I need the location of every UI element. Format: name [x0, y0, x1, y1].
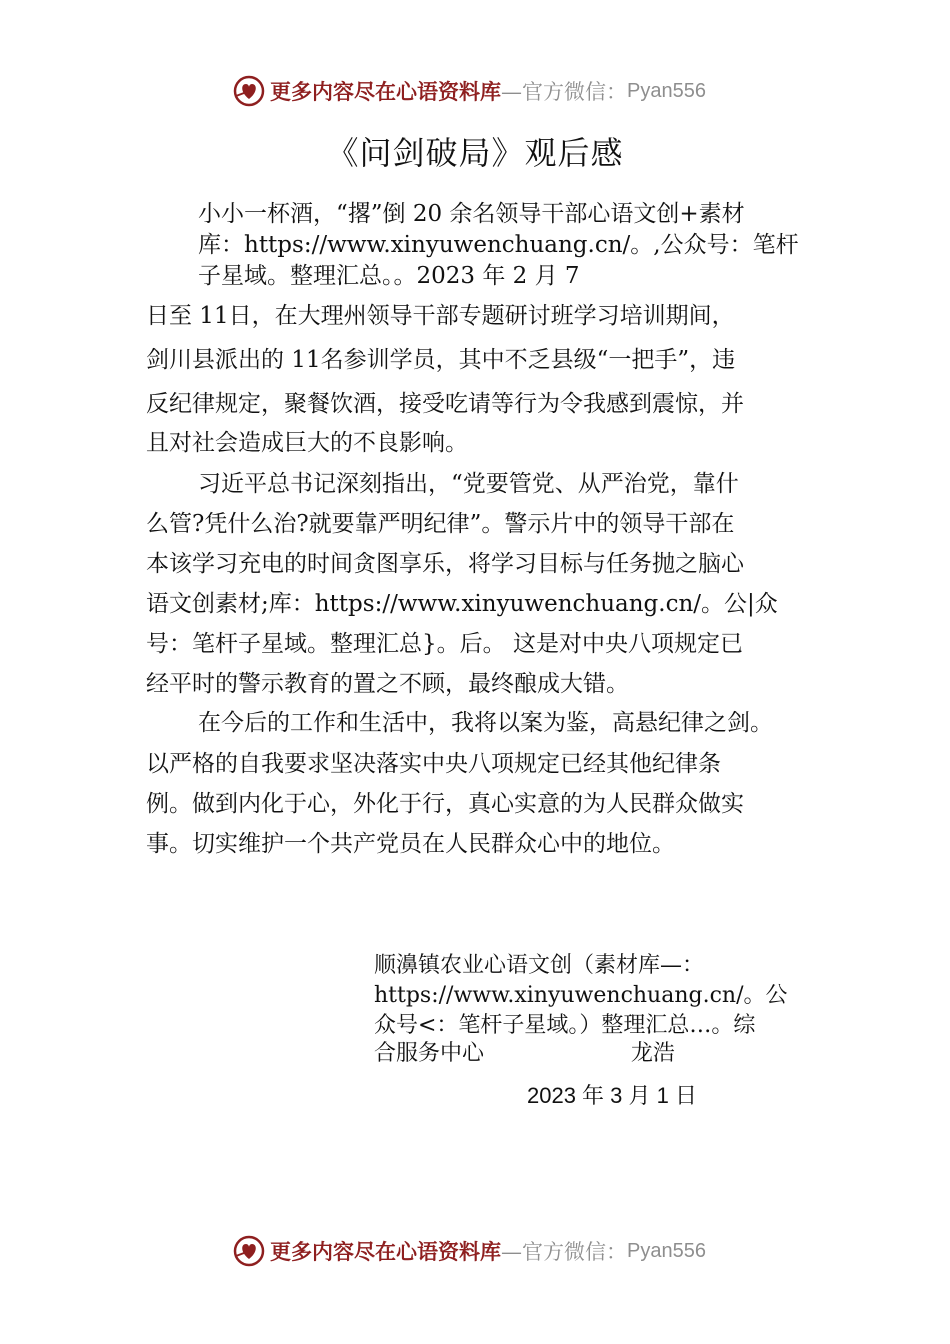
signature-line: 顺濞镇农业心语文创（素材库—： — [374, 953, 705, 978]
text-line: 习近平总书记深刻指出，“党要管党、从严治党，靠什 — [198, 471, 739, 497]
watermark-brand: 更多内容尽在心语资料库 — [270, 1239, 501, 1264]
text-line: 剑川县派出的 11名参训学员，其中不乏县级“一把手”，违 — [146, 347, 736, 373]
text-line: 子星域。整理汇总。。2023 年 2 月 7 — [198, 263, 580, 289]
text-line: 在今后的工作和生活中，我将以案为鉴，高悬纪律之剑。 — [198, 710, 773, 736]
text-line: 反纪律规定，聚餐饮酒，接受吃请等行为令我感到震惊，并 — [146, 391, 744, 417]
text-line: 且对社会造成巨大的不良影响。 — [146, 430, 468, 456]
text-line: 么管?凭什么治?就要靠严明纪律”。警示片中的领导干部在 — [146, 511, 735, 537]
heart-logo-icon — [232, 74, 266, 108]
page-title: 《问剑破局》观后感 — [326, 134, 624, 172]
document-date: 2023 年 3 月 1 日 — [527, 1083, 697, 1108]
text-line: 事。切实维护一个共产党员在人民群众心中的地位。 — [146, 831, 675, 857]
text-line: 本该学习充电的时间贪图享乐，将学习目标与任务抛之脑心 — [146, 551, 744, 577]
watermark-brand: 更多内容尽在心语资料库 — [270, 79, 501, 104]
watermark-separator: —官方微信： — [501, 80, 627, 104]
text-line: 经平时的警示教育的置之不顾，最终酿成大错。 — [146, 671, 629, 697]
watermark-handle: Pyan556 — [627, 79, 706, 102]
signature-line: 合服务中心 龙浩 — [374, 1041, 675, 1066]
text-line: 以严格的自我要求坚决落实中央八项规定已经其他纪律条 — [146, 751, 721, 777]
watermark-separator: —官方微信： — [501, 1240, 627, 1264]
text-line: 小小一杯酒，“撂”倒 20 余名领导干部心语文创+素材 — [198, 201, 745, 227]
signature-line: https://www.xinyuwenchuang.cn/。公 — [374, 983, 788, 1008]
watermark-banner-top — [232, 74, 706, 108]
text-line: 例。做到内化于心，外化于行，真心实意的为人民群众做实 — [146, 791, 744, 817]
text-line: 库：https://www.xinyuwenchuang.cn/。,公众号：笔杆 — [198, 232, 799, 258]
text-line: 日至 11日，在大理州领导干部专题研讨班学习培训期间， — [146, 303, 735, 329]
heart-logo-icon — [232, 1234, 266, 1268]
watermark-handle: Pyan556 — [627, 1239, 706, 1262]
text-line: 语文创素材;库：https://www.xinyuwenchuang.cn/。公|众 — [146, 591, 778, 617]
text-line: 号：笔杆子星域。整理汇总}。后。 这是对中央八项规定已 — [146, 631, 743, 657]
watermark-banner-bottom — [232, 1234, 706, 1268]
signature-line: 众号<：笔杆子星域。）整理汇总…。综 — [374, 1013, 756, 1038]
